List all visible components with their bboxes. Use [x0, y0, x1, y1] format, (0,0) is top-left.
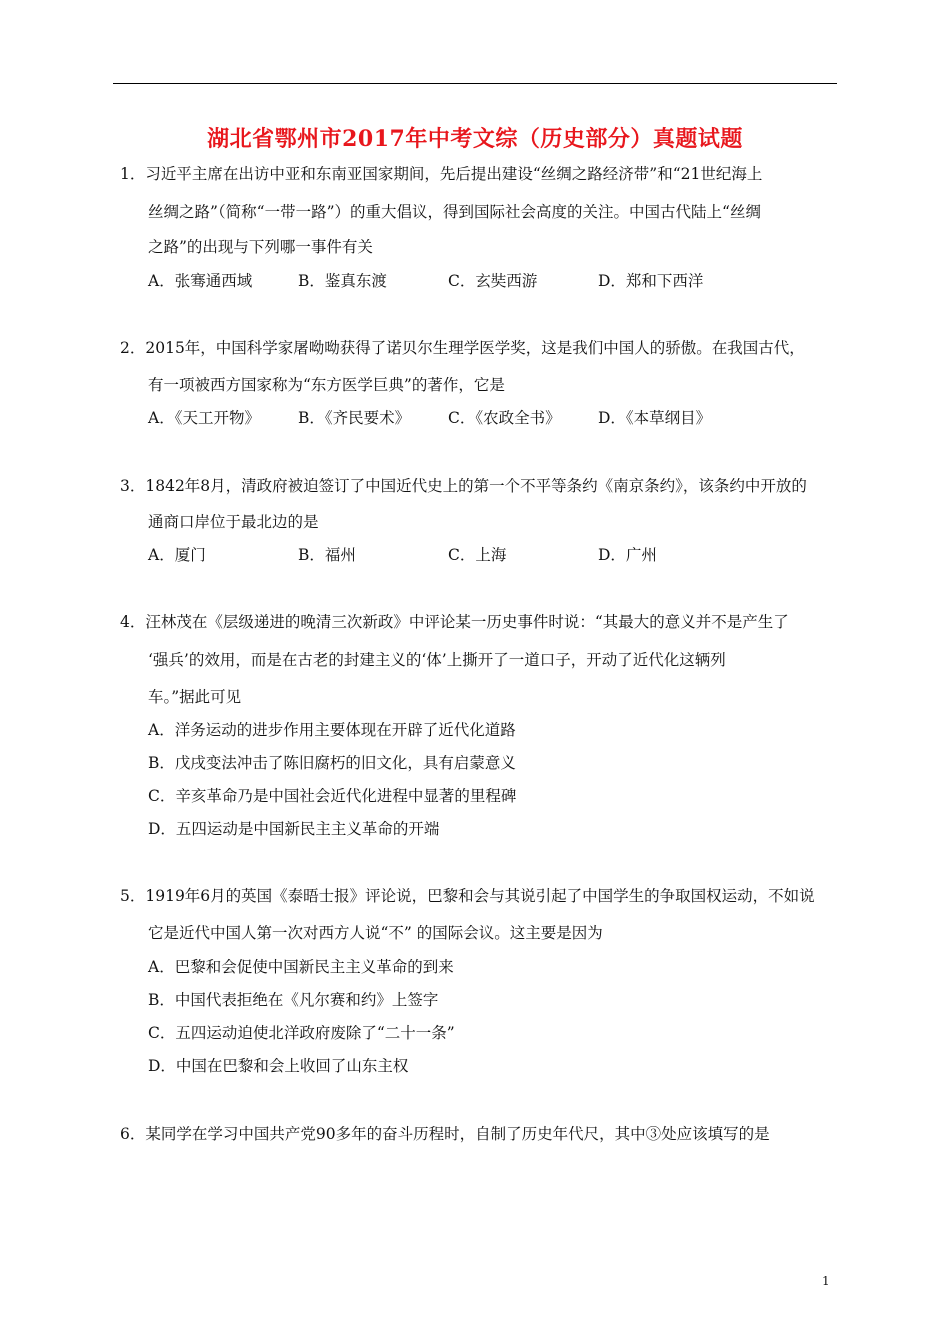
question-5-option-b: B．中国代表拒绝在《凡尔赛和约》上签字 [148, 991, 439, 1009]
question-6-line-1: 6．某同学在学习中国共产党90多年的奋斗历程时，自制了历史年代尺，其中③处应该填写的是 [120, 1125, 770, 1143]
question-3-option-d: D．广州 [598, 546, 657, 564]
question-5-line-1: 5．1919年6月的英国《泰晤士报》评论说，巴黎和会与其说引起了中国学生的争取国权运动，不如说 [120, 887, 815, 905]
question-1-line-2: 丝绸之路”（简称“一带一路”）的重大倡议，得到国际社会高度的关注。中国古代陆上“丝绸 [148, 203, 761, 221]
question-4-line-1: 4．汪林茂在《层级递进的晚清三次新政》中评论某一历史事件时说：“其最大的意义并不是产生了 [120, 613, 789, 631]
question-2-option-b: B．《齐民要术》 [298, 409, 411, 427]
question-2-line-1: 2．2015年，中国科学家屠呦呦获得了诺贝尔生理学医学奖，这是我们中国人的骄傲。在我国古代， [120, 339, 805, 357]
question-2-option-a: A．《天工开物》 [148, 409, 260, 427]
question-1-option-b: B．鉴真东渡 [298, 272, 387, 290]
page-number: 1 [822, 1274, 830, 1288]
page-title: 湖北省鄂州市2017年中考文综（历史部分）真题试题 [207, 126, 743, 152]
question-5-line-2: 它是近代中国人第一次对西方人说“不” 的国际会议。这主要是因为 [148, 924, 603, 942]
question-1-option-d: D．郑和下西洋 [598, 272, 704, 290]
question-4-option-c: C．辛亥革命乃是中国社会近代化进程中显著的里程碑 [148, 787, 517, 805]
question-2-line-2: 有一项被西方国家称为“东方医学巨典”的著作，它是 [148, 376, 505, 394]
question-3-line-2: 通商口岸位于最北边的是 [148, 513, 319, 531]
question-3-option-b: B．福州 [298, 546, 356, 564]
question-3-line-1: 3．1842年8月，清政府被迫签订了中国近代史上的第一个不平等条约《南京条约》，该条约中开放的 [120, 477, 807, 495]
question-4-option-d: D．五四运动是中国新民主主义革命的开端 [148, 820, 440, 838]
question-4-line-3: 车。”据此可见 [148, 688, 242, 706]
question-5-option-a: A．巴黎和会促使中国新民主主义革命的到来 [148, 958, 454, 976]
question-1-line-1: 1．习近平主席在出访中亚和东南亚国家期间，先后提出建设“丝绸之路经济带”和“21世纪海上 [120, 165, 763, 183]
question-4-option-b: B．戊戌变法冲击了陈旧腐朽的旧文化，具有启蒙意义 [148, 754, 516, 772]
question-2-option-d: D．《本草纲目》 [598, 409, 712, 427]
question-3-option-a: A．厦门 [148, 546, 206, 564]
question-3-option-c: C．上海 [448, 546, 507, 564]
header-rule [113, 83, 837, 84]
question-1-option-c: C．玄奘西游 [448, 272, 538, 290]
question-5-option-c: C．五四运动迫使北洋政府废除了“二十一条” [148, 1024, 455, 1042]
question-5-option-d: D．中国在巴黎和会上收回了山东主权 [148, 1057, 409, 1075]
question-2-option-c: C．《农政全书》 [448, 409, 561, 427]
question-1-option-a: A．张骞通西域 [148, 272, 253, 290]
question-4-line-2: ‘强兵’的效用，而是在古老的封建主义的‘体’上撕开了一道口子，开动了近代化这辆列 [148, 651, 726, 669]
question-1-line-3: 之路”的出现与下列哪一事件有关 [148, 238, 373, 256]
question-4-option-a: A．洋务运动的进步作用主要体现在开辟了近代化道路 [148, 721, 516, 739]
